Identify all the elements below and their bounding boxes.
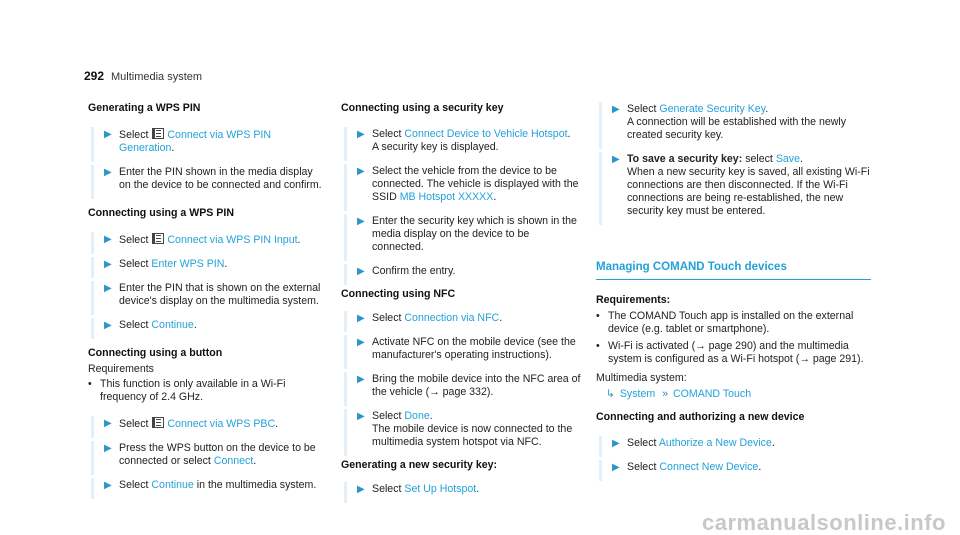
watermark: carmanualsonline.info [702, 510, 946, 535]
menu-link[interactable]: Connect [213, 455, 254, 467]
step: ▶ Select Enter WPS PIN. [91, 257, 324, 278]
step: ▶ Enter the PIN that is shown on the external device's display on the multimedia system. [91, 281, 324, 315]
step: ▶ Activate NFC on the mobile device (see the manufacturer's operating instructions). [344, 335, 583, 369]
step: ▶ Select Connect via WPS PIN Input. [91, 232, 324, 254]
arrow-icon: ▶ [104, 480, 112, 491]
requirement-item: • Wi-Fi is activated (→ page 290) and the multimedia system is configured as a Wi-Fi hotspot (→ page 291). [596, 340, 864, 365]
path-system[interactable]: System [619, 388, 656, 400]
arrow-icon: ▶ [104, 129, 112, 140]
arrow-icon: ▶ [104, 167, 112, 178]
heading-connecting-new-device: Connecting and authorizing a new device [596, 411, 805, 423]
arrow-icon: ▶ [104, 320, 112, 331]
step: ▶ Enter the PIN shown in the media display on the device to be connected and confirm. [91, 165, 324, 199]
arrow-icon: ▶ [357, 129, 365, 140]
heading-generating-wps-pin: Generating a WPS PIN [88, 102, 201, 114]
ssid-value: MB Hotspot XXXXX [399, 191, 494, 203]
step: ▶ Select Continue. [91, 318, 324, 339]
menu-icon [152, 128, 164, 139]
menu-link[interactable]: Generate Security Key [659, 103, 766, 115]
arrow-icon: ▶ [612, 154, 620, 165]
arrow-icon: ▶ [104, 418, 112, 429]
arrow-icon: ▶ [357, 216, 365, 227]
arrow-icon: ▶ [357, 337, 365, 348]
menu-link[interactable]: Authorize a New Device [658, 437, 772, 449]
menu-link[interactable]: Connection via NFC [404, 312, 500, 324]
multimedia-system-label: Multimedia system: [596, 372, 687, 384]
arrow-icon: ▶ [612, 438, 620, 449]
menu-link[interactable]: Connect New Device [659, 461, 759, 473]
heading-nfc: Connecting using NFC [341, 288, 456, 300]
step: ▶ Select Connection via NFC. [344, 311, 583, 332]
arrow-icon: ▶ [104, 443, 112, 454]
path-comand-touch[interactable]: COMAND Touch [672, 388, 752, 400]
requirement-item: • The COMAND Touch app is installed on the external device (e.g. tablet or smartphone). [596, 310, 854, 335]
column-3 [596, 102, 871, 484]
menu-link[interactable]: Continue [151, 479, 194, 491]
menu-link[interactable]: Connect Device to Vehicle Hotspot [404, 128, 568, 140]
bullet-icon: • [596, 310, 600, 322]
arrow-icon: ▶ [104, 259, 112, 270]
arrow-icon: ▶ [357, 266, 365, 277]
step: ▶ Select Authorize a New Device. [599, 436, 871, 457]
menu-icon [152, 417, 164, 428]
arrow-icon: ▶ [104, 234, 112, 245]
menu-link[interactable]: Connect via WPS PIN Generation [119, 129, 272, 154]
heading-connecting-button: Connecting using a button [88, 347, 223, 359]
step: ▶ Enter the security key which is shown in the media display on the device to be connected. [344, 214, 583, 261]
menu-link[interactable]: Enter WPS PIN [151, 258, 225, 270]
arrow-icon: ▶ [357, 313, 365, 324]
bullet-icon: • [596, 340, 600, 352]
heading-security-key: Connecting using a security key [341, 102, 504, 114]
menu-link[interactable]: Connect via WPS PBC [167, 418, 276, 430]
menu-link[interactable]: Connect via WPS PIN Input [167, 234, 298, 246]
column-1 [88, 102, 324, 502]
step: ▶ Press the WPS button on the device to be connected or select Connect. [91, 441, 324, 475]
heading-connecting-wps-pin: Connecting using a WPS PIN [88, 207, 234, 219]
arrow-icon: ▶ [357, 484, 365, 495]
arrow-icon: ▶ [357, 166, 365, 177]
path-arrow-icon: » [662, 388, 669, 400]
menu-icon [152, 233, 164, 244]
step: ▶ Select Done. The mobile device is now connected to the multimedia system hotspot via NFC. [344, 409, 583, 456]
step: ▶ Select Set Up Hotspot. [344, 482, 583, 503]
step: ▶ Select Connect via WPS PBC. [91, 416, 324, 438]
column-2 [341, 102, 583, 506]
menu-path [596, 388, 871, 401]
arrow-icon: ▶ [357, 411, 365, 422]
heading-new-security-key: Generating a new security key: [341, 459, 498, 471]
arrow-icon: ▶ [612, 462, 620, 473]
bullet-icon: • [88, 378, 92, 390]
step: ▶ Select Connect New Device. [599, 460, 871, 481]
menu-link[interactable]: Done [404, 410, 430, 422]
requirements-label: Requirements: [596, 294, 671, 306]
path-start-icon: ↳ [606, 388, 615, 400]
requirements-label: Requirements [88, 363, 154, 375]
step: ▶ Confirm the entry. [344, 264, 583, 285]
step: ▶ Bring the mobile device into the NFC area of the vehicle (→ page 332). [344, 372, 583, 406]
step: ▶ Select Generate Security Key. A connection will be established with the newly created security key. [599, 102, 871, 149]
section-title: Multimedia system [110, 71, 203, 83]
menu-link[interactable]: Set Up Hotspot [404, 483, 477, 495]
arrow-icon: ▶ [612, 104, 620, 115]
step: ▶ Select the vehicle from the device to be connected. The vehicle is displayed with the SSID MB Hotspot XXXXX. [344, 164, 583, 211]
page-header [84, 70, 202, 84]
requirement-item: • This function is only available in a Wi-Fi frequency of 2.4 GHz. [88, 378, 286, 403]
step: ▶ Select Connect Device to Vehicle Hotspot. A security key is displayed. [344, 127, 583, 161]
section-heading-managing-comand: Managing COMAND Touch devices [596, 261, 871, 280]
step: ▶ To save a security key: select Save. When a new security key is saved, all existing Wi-Fi connections are then disconnected. If the Wi-Fi connections are being re-established, the new security key must be entered. [599, 152, 871, 225]
arrow-icon: ▶ [357, 374, 365, 385]
page-number: 292 [84, 69, 105, 83]
menu-link[interactable]: Continue [151, 319, 194, 331]
menu-link[interactable]: Save [775, 153, 800, 165]
step: ▶ Select Continue in the multimedia system. [91, 478, 324, 499]
arrow-icon: ▶ [104, 283, 112, 294]
step: ▶ Select Connect via WPS PIN Generation. [91, 127, 324, 162]
